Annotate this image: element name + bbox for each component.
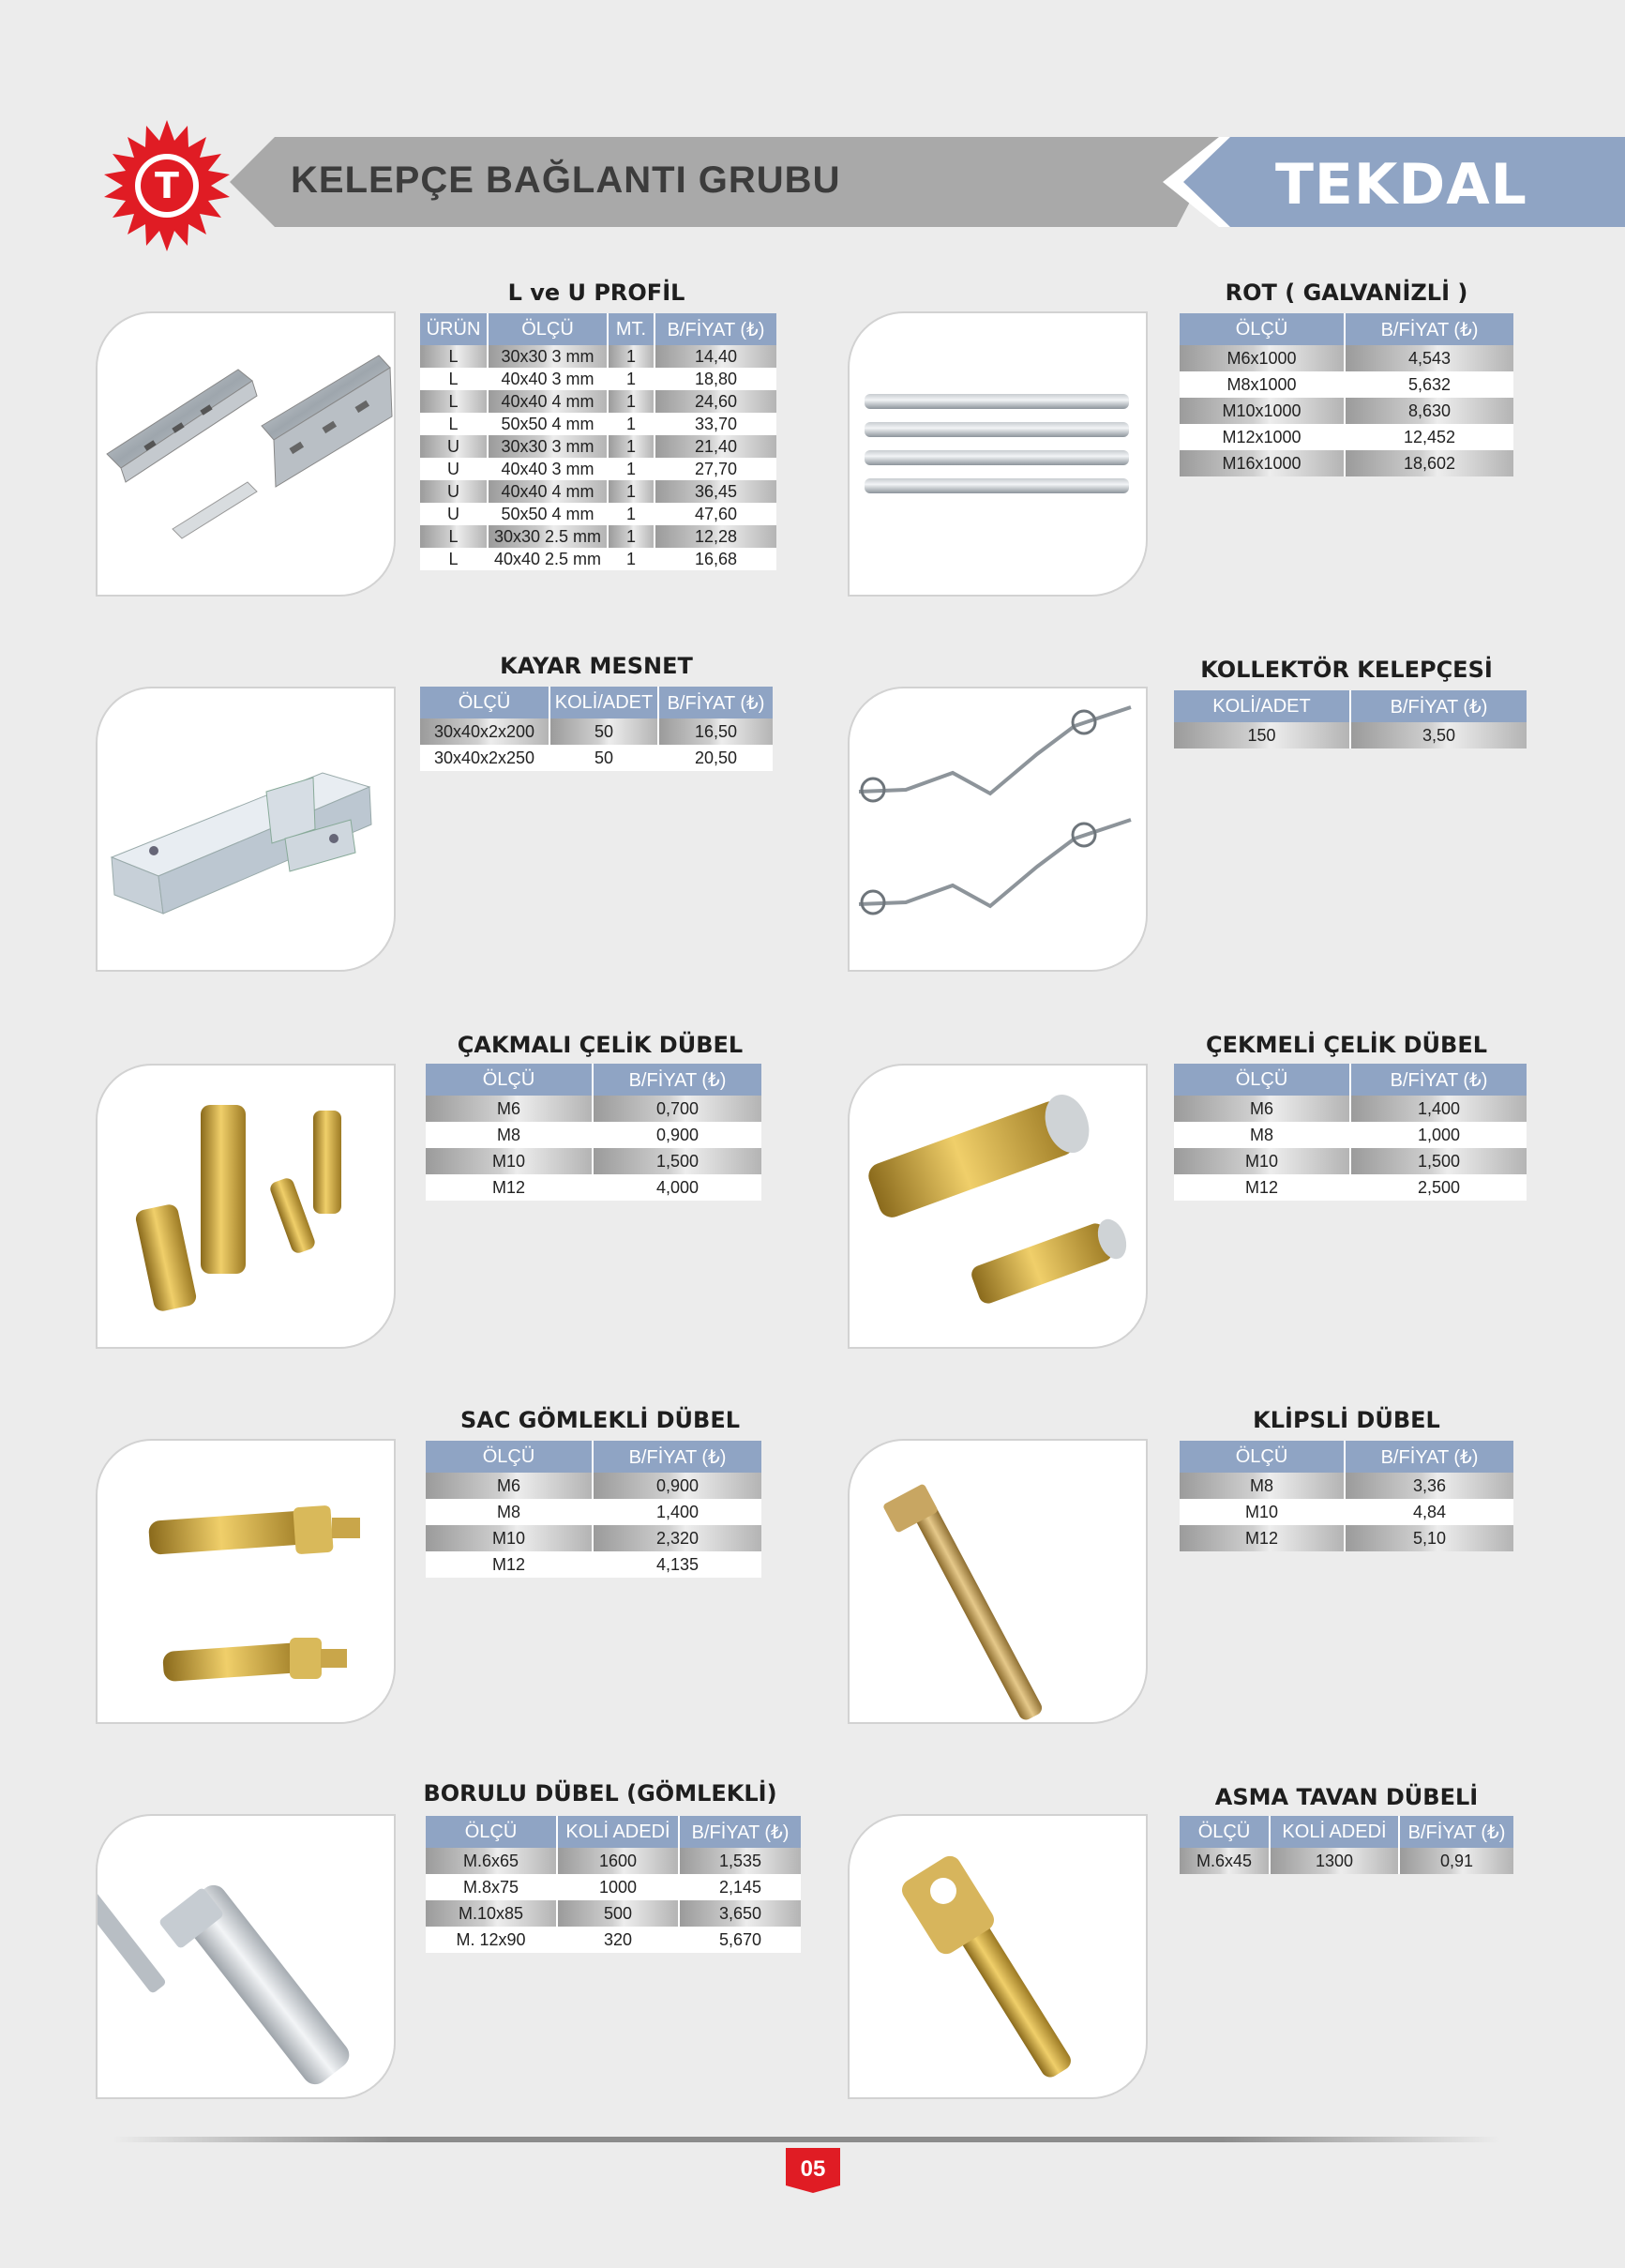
table-cell: L: [420, 413, 488, 435]
asma-illustration: [850, 1816, 1146, 2097]
table-row: [420, 480, 776, 503]
section-title-kollektor: KOLLEKTÖR KELEPÇESİ: [1200, 657, 1493, 683]
table-cell: 1,500: [1350, 1148, 1527, 1174]
column-header: KOLİ ADEDİ: [1270, 1816, 1399, 1848]
cakmali-illustration: [98, 1066, 394, 1347]
table-cell: 1,535: [679, 1848, 801, 1874]
product-image-borulu: [96, 1814, 396, 2099]
table-row: [420, 503, 776, 525]
table-header-row: [1180, 1816, 1513, 1848]
price-table-borulu: [426, 1816, 801, 1953]
table-cell: 5,632: [1345, 371, 1513, 398]
kayar-mesnet-illustration: [98, 688, 394, 970]
section-title-cakmali: ÇAKMALI ÇELİK DÜBEL: [457, 1032, 744, 1058]
product-image-asma: [848, 1814, 1148, 2099]
table-cell: M10: [426, 1148, 593, 1174]
table-cell: U: [420, 503, 488, 525]
table-cell: 0,900: [593, 1473, 761, 1499]
cekmeli-illustration: [850, 1066, 1146, 1347]
price-table-kollektor: [1174, 690, 1527, 748]
product-image-klipsli: [848, 1439, 1148, 1724]
table-cell: 1600: [557, 1848, 679, 1874]
table-row: [420, 435, 776, 458]
table-cell: 1: [608, 390, 655, 413]
kollektor-illustration: [850, 688, 1146, 970]
table-cell: 24,60: [655, 390, 776, 413]
table-cell: 27,70: [655, 458, 776, 480]
table-header-row: [1174, 690, 1527, 722]
l-u-profil-illustration: [98, 313, 394, 595]
table-cell: M10: [1180, 1499, 1345, 1525]
table-cell: 4,000: [593, 1174, 761, 1201]
price-table-cakmali: [426, 1064, 761, 1201]
table-cell: M.10x85: [426, 1900, 557, 1927]
table-row: [1174, 1174, 1527, 1201]
column-header: B/FİYAT (₺): [658, 687, 773, 718]
section-title-l-u-profil: L ve U PROFİL: [507, 280, 685, 306]
column-header: ÖLÇÜ: [488, 313, 608, 345]
column-header: B/FİYAT (₺): [1345, 1441, 1513, 1473]
table-row: [1180, 424, 1513, 450]
table-cell: M6: [426, 1473, 593, 1499]
table-cell: 40x40 4 mm: [488, 390, 608, 413]
table-row: [426, 1096, 761, 1122]
table-row: [1180, 1848, 1513, 1874]
table-header-row: [420, 313, 776, 345]
table-cell: 5,10: [1345, 1525, 1513, 1551]
table-row: [1180, 345, 1513, 371]
column-header: KOLİ ADEDİ: [557, 1816, 679, 1848]
table-cell: 40x40 4 mm: [488, 480, 608, 503]
section-title-kayar-mesnet: KAYAR MESNET: [500, 653, 693, 679]
product-image-l-u-profil: [96, 311, 396, 597]
table-cell: 50x50 4 mm: [488, 503, 608, 525]
page-title: KELEPÇE BAĞLANTI GRUBU: [291, 159, 841, 201]
price-table-rot: [1180, 313, 1513, 476]
table-cell: 33,70: [655, 413, 776, 435]
table-row: [426, 1927, 801, 1953]
column-header: B/FİYAT (₺): [593, 1064, 761, 1096]
table-row: [426, 1551, 761, 1578]
table-cell: M.8x75: [426, 1874, 557, 1900]
section-title-klipsli: KLİPSLİ DÜBEL: [1253, 1407, 1440, 1433]
table-cell: 0,91: [1399, 1848, 1513, 1874]
table-cell: 30x40x2x250: [420, 745, 549, 771]
table-cell: M.6x65: [426, 1848, 557, 1874]
logo-letter: T: [155, 165, 179, 206]
table-row: [420, 345, 776, 368]
table-cell: 16,50: [658, 718, 773, 745]
table-cell: 1: [608, 458, 655, 480]
product-image-sac: [96, 1439, 396, 1724]
table-cell: 50: [549, 745, 658, 771]
table-cell: M10: [1174, 1148, 1350, 1174]
table-row: [1174, 1096, 1527, 1122]
table-cell: L: [420, 345, 488, 368]
table-row: [426, 1874, 801, 1900]
table-cell: 21,40: [655, 435, 776, 458]
table-cell: 0,900: [593, 1122, 761, 1148]
table-cell: M10x1000: [1180, 398, 1345, 424]
table-row: [426, 1174, 761, 1201]
table-cell: 18,602: [1345, 450, 1513, 476]
table-cell: 30x40x2x200: [420, 718, 549, 745]
column-header: ÖLÇÜ: [426, 1064, 593, 1096]
product-image-cakmali: [96, 1064, 396, 1349]
product-image-rot: [848, 311, 1148, 597]
price-table-kayar-mesnet: [420, 687, 773, 771]
price-table-cekmeli: [1174, 1064, 1527, 1201]
table-cell: M8: [1180, 1473, 1345, 1499]
table-row: [1174, 1148, 1527, 1174]
product-image-kayar-mesnet: [96, 687, 396, 972]
table-cell: 1: [608, 368, 655, 390]
table-cell: 47,60: [655, 503, 776, 525]
table-row: [1180, 1525, 1513, 1551]
table-cell: 2,320: [593, 1525, 761, 1551]
table-cell: 16,68: [655, 548, 776, 570]
section-title-rot: ROT ( GALVANİZLİ ): [1225, 280, 1468, 306]
table-cell: M12: [426, 1174, 593, 1201]
table-row: [1180, 398, 1513, 424]
column-header: ÖLÇÜ: [420, 687, 549, 718]
brand-name: TEKDAL: [1275, 152, 1527, 218]
table-row: [420, 368, 776, 390]
table-cell: M16x1000: [1180, 450, 1345, 476]
table-cell: 20,50: [658, 745, 773, 771]
table-cell: 5,670: [679, 1927, 801, 1953]
table-cell: U: [420, 458, 488, 480]
table-row: [426, 1148, 761, 1174]
table-row: [420, 548, 776, 570]
table-row: [420, 525, 776, 548]
section-title-asma: ASMA TAVAN DÜBELİ: [1214, 1784, 1479, 1810]
table-header-row: [426, 1441, 761, 1473]
table-cell: 30x30 3 mm: [488, 435, 608, 458]
table-row: [1180, 1473, 1513, 1499]
table-cell: 1,000: [1350, 1122, 1527, 1148]
table-cell: 4,84: [1345, 1499, 1513, 1525]
column-header: MT.: [608, 313, 655, 345]
table-cell: 4,135: [593, 1551, 761, 1578]
table-cell: 4,543: [1345, 345, 1513, 371]
table-cell: M12: [1180, 1525, 1345, 1551]
table-cell: 1: [608, 345, 655, 368]
product-image-cekmeli: [848, 1064, 1148, 1349]
table-cell: M12: [1174, 1174, 1350, 1201]
column-header: ÖLÇÜ: [1174, 1064, 1350, 1096]
section-title-sac: SAC GÖMLEKLİ DÜBEL: [459, 1407, 741, 1433]
table-cell: M.6x45: [1180, 1848, 1270, 1874]
table-cell: M8x1000: [1180, 371, 1345, 398]
column-header: KOLİ/ADET: [549, 687, 658, 718]
table-header-row: [426, 1816, 801, 1848]
table-row: [426, 1122, 761, 1148]
table-cell: M8: [1174, 1122, 1350, 1148]
price-table-sac: [426, 1441, 761, 1578]
table-row: [420, 458, 776, 480]
table-cell: 2,500: [1350, 1174, 1527, 1201]
table-cell: 40x40 3 mm: [488, 368, 608, 390]
section-title-borulu: BORULU DÜBEL (GÖMLEKLİ): [423, 1780, 777, 1807]
table-cell: 3,650: [679, 1900, 801, 1927]
table-row: [426, 1848, 801, 1874]
column-header: ÖLÇÜ: [426, 1441, 593, 1473]
table-cell: 1,400: [1350, 1096, 1527, 1122]
table-cell: L: [420, 368, 488, 390]
product-image-kollektor: [848, 687, 1148, 972]
table-row: [426, 1499, 761, 1525]
table-cell: M6: [426, 1096, 593, 1122]
klipsli-illustration: [850, 1441, 1146, 1722]
table-cell: 1,400: [593, 1499, 761, 1525]
table-cell: 50x50 4 mm: [488, 413, 608, 435]
table-cell: M6: [1174, 1096, 1350, 1122]
table-cell: 1,500: [593, 1148, 761, 1174]
sac-illustration: [98, 1441, 394, 1722]
table-cell: 1: [608, 435, 655, 458]
table-cell: M12x1000: [1180, 424, 1345, 450]
table-header-row: [1174, 1064, 1527, 1096]
column-header: B/FİYAT (₺): [655, 313, 776, 345]
table-row: [1180, 1499, 1513, 1525]
column-header: ÖLÇÜ: [1180, 313, 1345, 345]
table-cell: 14,40: [655, 345, 776, 368]
page-number: 05: [800, 2156, 826, 2182]
column-header: B/FİYAT (₺): [1350, 690, 1527, 722]
price-table-asma: [1180, 1816, 1513, 1874]
column-header: B/FİYAT (₺): [1350, 1064, 1527, 1096]
table-row: [420, 390, 776, 413]
table-cell: M8: [426, 1122, 593, 1148]
column-header: B/FİYAT (₺): [679, 1816, 801, 1848]
table-cell: U: [420, 435, 488, 458]
table-cell: 1: [608, 413, 655, 435]
table-row: [426, 1525, 761, 1551]
table-row: [1174, 722, 1527, 748]
table-cell: 50: [549, 718, 658, 745]
column-header: ÜRÜN: [420, 313, 488, 345]
table-cell: 1: [608, 525, 655, 548]
borulu-illustration: [98, 1816, 394, 2097]
table-cell: L: [420, 390, 488, 413]
table-header-row: [426, 1064, 761, 1096]
table-cell: 3,50: [1350, 722, 1527, 748]
table-row: [1180, 450, 1513, 476]
tekdal-star-logo: [101, 120, 233, 251]
table-cell: 36,45: [655, 480, 776, 503]
table-cell: 30x30 3 mm: [488, 345, 608, 368]
column-header: B/FİYAT (₺): [593, 1441, 761, 1473]
table-cell: 2,145: [679, 1874, 801, 1900]
table-cell: M. 12x90: [426, 1927, 557, 1953]
table-cell: 0,700: [593, 1096, 761, 1122]
table-cell: L: [420, 525, 488, 548]
table-cell: 40x40 2.5 mm: [488, 548, 608, 570]
column-header: KOLİ/ADET: [1174, 690, 1350, 722]
table-cell: 8,630: [1345, 398, 1513, 424]
table-cell: M8: [426, 1499, 593, 1525]
rot-illustration: [850, 313, 1146, 595]
footer-divider: [113, 2137, 1500, 2142]
table-cell: 1: [608, 548, 655, 570]
table-cell: 3,36: [1345, 1473, 1513, 1499]
table-cell: 12,452: [1345, 424, 1513, 450]
table-cell: 30x30 2.5 mm: [488, 525, 608, 548]
table-cell: M10: [426, 1525, 593, 1551]
table-cell: M12: [426, 1551, 593, 1578]
table-cell: U: [420, 480, 488, 503]
table-cell: 12,28: [655, 525, 776, 548]
column-header: ÖLÇÜ: [426, 1816, 557, 1848]
page-number-badge: [786, 2148, 840, 2193]
table-row: [1180, 371, 1513, 398]
table-header-row: [1180, 1441, 1513, 1473]
table-cell: 18,80: [655, 368, 776, 390]
table-cell: 1000: [557, 1874, 679, 1900]
section-title-cekmeli: ÇEKMELİ ÇELİK DÜBEL: [1205, 1032, 1488, 1058]
column-header: ÖLÇÜ: [1180, 1816, 1270, 1848]
table-row: [420, 413, 776, 435]
table-cell: 1: [608, 480, 655, 503]
price-table-l-u-profil: [420, 313, 776, 570]
table-header-row: [420, 687, 773, 718]
table-cell: 500: [557, 1900, 679, 1927]
table-cell: M6x1000: [1180, 345, 1345, 371]
table-row: [426, 1900, 801, 1927]
table-cell: 1300: [1270, 1848, 1399, 1874]
table-cell: 1: [608, 503, 655, 525]
table-row: [420, 745, 773, 771]
table-cell: 320: [557, 1927, 679, 1953]
table-cell: L: [420, 548, 488, 570]
table-cell: 40x40 3 mm: [488, 458, 608, 480]
table-cell: 150: [1174, 722, 1350, 748]
table-header-row: [1180, 313, 1513, 345]
column-header: B/FİYAT (₺): [1345, 313, 1513, 345]
price-table-klipsli: [1180, 1441, 1513, 1551]
table-row: [1174, 1122, 1527, 1148]
table-row: [420, 718, 773, 745]
column-header: ÖLÇÜ: [1180, 1441, 1345, 1473]
table-row: [426, 1473, 761, 1499]
column-header: B/FİYAT (₺): [1399, 1816, 1513, 1848]
